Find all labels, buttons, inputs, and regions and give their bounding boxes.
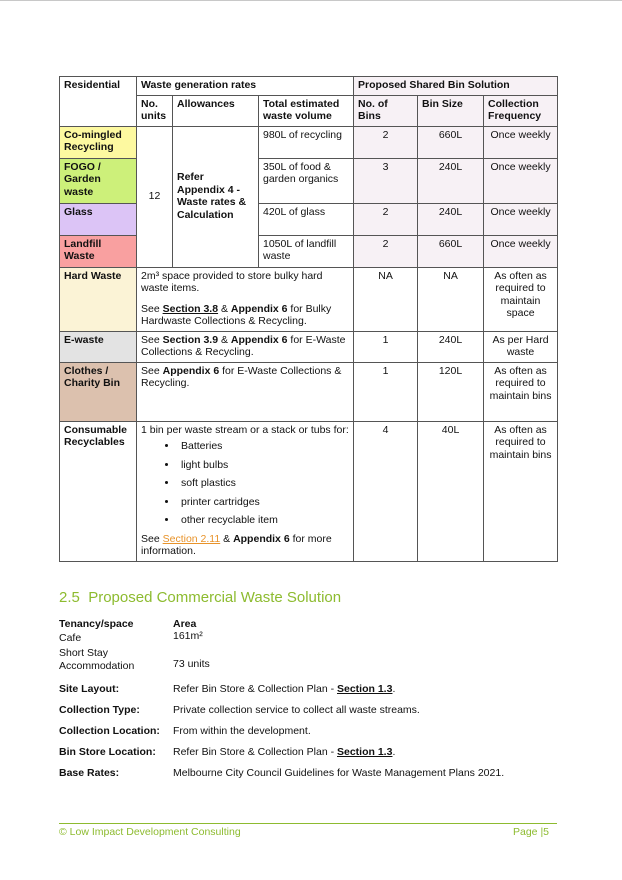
header-bin-size: Bin Size [418, 95, 484, 126]
appendix-6-ref: Appendix 6 [233, 532, 290, 545]
consumable-see-text: See Section 2.11 & Appendix 6 for more information. [141, 532, 332, 557]
header-total-volume: Total estimated waste volume [259, 95, 354, 126]
clothes-bins: 1 [354, 362, 418, 421]
stream-frequency: Once weekly [484, 126, 558, 158]
hard-waste-label: Hard Waste [60, 267, 137, 331]
table-row-hard-waste [60, 267, 558, 331]
stream-label: Co-mingled Recycling [60, 126, 137, 158]
list-item: • Batteries [178, 440, 349, 453]
clothes-frequency: As often as required to maintain bins [484, 362, 558, 421]
ewaste-size: 240L [418, 331, 484, 362]
collection-location-value: From within the development. [173, 725, 311, 737]
tenancy-name: Short Stay Accommodation [59, 647, 135, 672]
allowance-text: Refer Appendix 4 - Waste rates & Calculation [173, 126, 259, 267]
stream-volume: 420L of glass [259, 203, 354, 235]
list-item: • printer cartridges [178, 496, 349, 509]
hard-waste-line1: 2m³ space provided to store bulky hard waste items. [141, 269, 323, 294]
area-label: Area [173, 618, 197, 630]
stream-frequency: Once weekly [484, 235, 558, 267]
header-proposed-shared-bin: Proposed Shared Bin Solution [354, 77, 558, 96]
appendix-6-ref: Appendix 6 [230, 302, 288, 315]
collection-location-label: Collection Location: [59, 725, 160, 737]
table-row [60, 158, 558, 203]
appendix-6-ref: Appendix 6 [162, 364, 220, 377]
header-no-units: No. units [137, 95, 173, 126]
stream-volume: 1050L of landfill waste [259, 235, 354, 267]
hard-waste-size: NA [418, 267, 484, 331]
section-number: 2.5 [59, 589, 80, 606]
footer-copyright: © Low Impact Development Consulting [59, 826, 241, 838]
stream-label: Landfill Waste [60, 235, 137, 267]
section-3-9-ref: Section 3.9 [162, 333, 219, 346]
stream-frequency: Once weekly [484, 158, 558, 203]
ewaste-bins: 1 [354, 331, 418, 362]
table-row [60, 235, 558, 267]
units-value: 12 [137, 126, 173, 267]
table-row-consumable [60, 421, 558, 561]
header-no-bins: No. of Bins [354, 95, 418, 126]
header-allowances: Allowances [173, 95, 259, 126]
stream-size: 660L [418, 126, 484, 158]
top-rule [0, 0, 622, 1]
footer-rule [59, 823, 557, 824]
stream-bins: 2 [354, 203, 418, 235]
section-2-11-link[interactable]: Section 2.11 [162, 532, 221, 545]
ewaste-description: See Section 3.9 & Appendix 6 for E-Waste Collections & Recycling. [137, 331, 354, 362]
header-waste-generation-rates: Waste generation rates [137, 77, 354, 96]
table-header-row [60, 77, 558, 96]
list-item: • other recyclable item [178, 514, 349, 527]
list-item: • soft plastics [178, 477, 349, 490]
appendix-6-ref: Appendix 6 [230, 333, 288, 346]
consumable-frequency: As often as required to maintain bins [484, 421, 558, 561]
site-layout-label: Site Layout: [59, 683, 120, 695]
hard-waste-frequency: As often as required to maintain space [484, 267, 558, 331]
header-residential: Residential [60, 77, 137, 127]
list-item: • light bulbs [178, 459, 349, 472]
tenancy-area: 161m² [173, 630, 203, 642]
section-title: Proposed Commercial Waste Solution [88, 589, 342, 606]
footer-page-number: Page |5 [513, 826, 550, 838]
hard-waste-see-text: See Section 3.8 & Appendix 6 for Bulky Hardwaste Collections & Recycling. [141, 302, 332, 327]
collection-type-value: Private collection service to collect all waste streams. [173, 704, 420, 716]
site-layout-value: Refer Bin Store & Collection Plan - Section 1.3. [173, 683, 396, 695]
bin-store-value: Refer Bin Store & Collection Plan - Section 1.3. [173, 746, 396, 758]
clothes-size: 120L [418, 362, 484, 421]
table-row [60, 126, 558, 158]
tenancy-area: 73 units [173, 658, 210, 670]
tenancy-label: Tenancy/space [59, 618, 134, 630]
bin-store-label: Bin Store Location: [59, 746, 156, 758]
section-heading [59, 589, 341, 606]
hard-waste-description [137, 267, 354, 331]
stream-frequency: Once weekly [484, 203, 558, 235]
base-rates-value: Melbourne City Council Guidelines for Waste Management Plans 2021. [173, 767, 505, 779]
section-3-8-link[interactable]: Section 3.8 [162, 302, 219, 315]
ewaste-label: E-waste [60, 331, 137, 362]
table-row-ewaste [60, 331, 558, 362]
consumable-items-list [141, 440, 349, 527]
consumable-description [137, 421, 354, 561]
section-1-3-link[interactable]: Section 1.3 [337, 683, 393, 695]
tenancy-name: Cafe [59, 632, 82, 644]
clothes-description: See Appendix 6 for E-Waste Collections & Recycling. [137, 362, 354, 421]
consumable-intro: 1 bin per waste stream or a stack or tubs for: [141, 423, 349, 436]
collection-type-label: Collection Type: [59, 704, 140, 716]
base-rates-label: Base Rates: [59, 767, 120, 779]
stream-size: 240L [418, 203, 484, 235]
consumable-size: 40L [418, 421, 484, 561]
stream-size: 240L [418, 158, 484, 203]
stream-bins: 3 [354, 158, 418, 203]
section-1-3-link[interactable]: Section 1.3 [337, 746, 393, 758]
hard-waste-bins: NA [354, 267, 418, 331]
stream-label: FOGO / Garden waste [60, 158, 137, 203]
ewaste-frequency: As per Hard waste [484, 331, 558, 362]
stream-bins: 2 [354, 235, 418, 267]
stream-bins: 2 [354, 126, 418, 158]
consumable-label: Consumable Recyclables [60, 421, 137, 561]
consumable-bins: 4 [354, 421, 418, 561]
stream-label: Glass [60, 203, 137, 235]
table-row [60, 203, 558, 235]
header-collection-frequency: Collection Frequency [484, 95, 558, 126]
stream-volume: 980L of recycling [259, 126, 354, 158]
table-row-clothes [60, 362, 558, 421]
stream-size: 660L [418, 235, 484, 267]
stream-volume: 350L of food & garden organics [259, 158, 354, 203]
residential-waste-table [59, 76, 558, 562]
clothes-label: Clothes / Charity Bin [60, 362, 137, 421]
